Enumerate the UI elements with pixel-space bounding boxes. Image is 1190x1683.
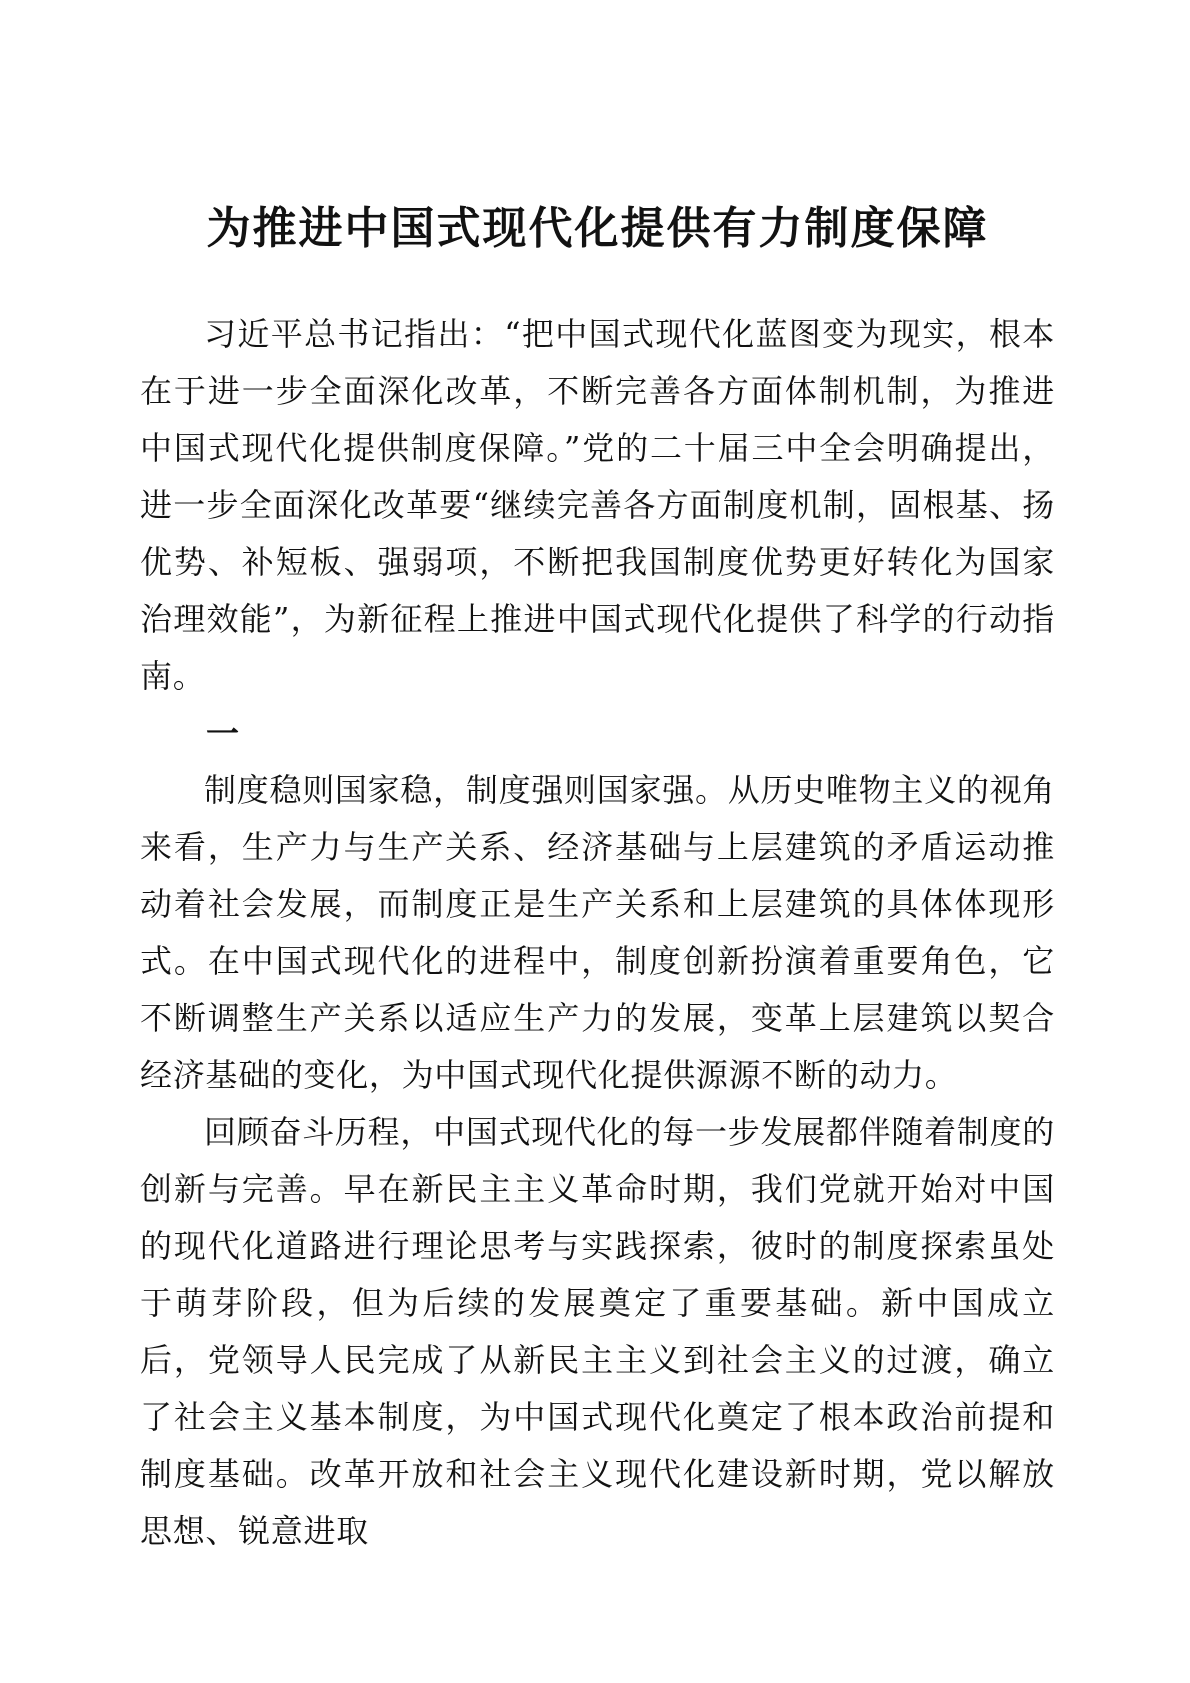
body-paragraph-1: 制度稳则国家稳，制度强则国家强。从历史唯物主义的视角来看，生产力与生产关系、经济基础与上层建筑的矛盾运动推动着社会发展，而制度正是生产关系和上层建筑的具体体现形式。在中国式现代化的进程中，制度创新扮演着重要角色，它不断调整生产关系以适应生产力的发展，变革上层建筑以契合经济基础的变化，为中国式现代化提供源源不断的动力。: [140, 770, 1055, 1094]
document-title: 为推进中国式现代化提供有力制度保障: [206, 203, 989, 254]
body-paragraph-2: 回顾奋斗历程，中国式现代化的每一步发展都伴随着制度的创新与完善。早在新民主主义革命时期，我们党就开始对中国的现代化道路进行理论思考与实践探索，彼时的制度探索虽处于萌芽阶段，但为后续的发展奠定了重要基础。新中国成立后，党领导人民完成了从新民主主义到社会主义的过渡，确立了社会主义基本制度，为中国式现代化奠定了根本政治前提和制度基础。改革开放和社会主义现代化建设新时期，党以解放思想、锐意进取: [140, 1112, 1055, 1550]
section-heading-one: 一: [206, 713, 239, 753]
intro-paragraph: 习近平总书记指出：“把中国式现代化蓝图变为现实，根本在于进一步全面深化改革，不断完善各方面体制机制，为推进中国式现代化提供制度保障。”党的二十届三中全会明确提出，进一步全面深化改革要“继续完善各方面制度机制，固根基、扬优势、补短板、强弱项，不断把我国制度优势更好转化为国家治理效能”，为新征程上推进中国式现代化提供了科学的行动指南。: [140, 314, 1055, 695]
